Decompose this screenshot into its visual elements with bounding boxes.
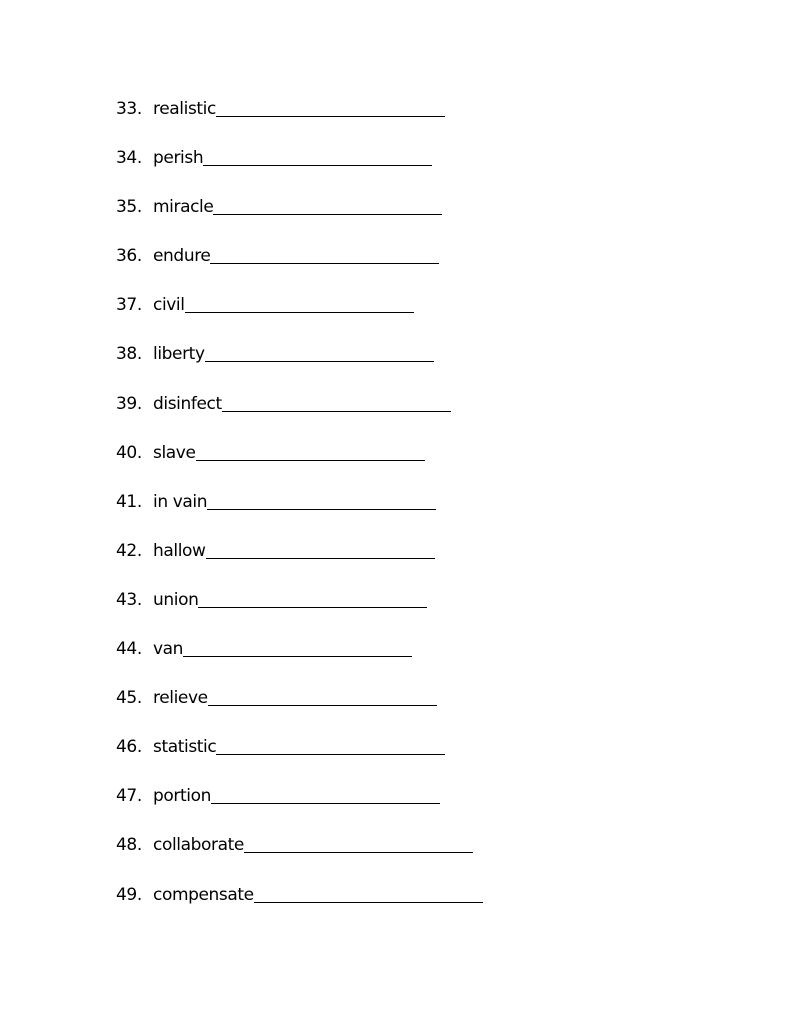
- vocabulary-word: perish: [153, 148, 204, 169]
- vocabulary-list: [116, 97, 483, 932]
- answer-blank[interactable]: [205, 342, 434, 362]
- item-number: 35.: [116, 197, 142, 218]
- list-item: [116, 342, 483, 391]
- vocabulary-word: liberty: [153, 344, 205, 365]
- list-item: [116, 784, 483, 833]
- answer-blank[interactable]: [211, 784, 440, 804]
- vocabulary-word: endure: [153, 246, 211, 267]
- answer-blank[interactable]: [213, 195, 442, 215]
- list-item: [116, 244, 483, 293]
- answer-blank[interactable]: [206, 539, 435, 559]
- answer-blank[interactable]: [210, 244, 439, 264]
- vocabulary-word: civil: [153, 295, 185, 316]
- vocabulary-word: relieve: [153, 688, 208, 709]
- vocabulary-word: collaborate: [153, 835, 244, 856]
- item-number: 37.: [116, 295, 142, 316]
- item-number: 39.: [116, 393, 142, 414]
- item-number: 33.: [116, 99, 142, 119]
- vocabulary-word: disinfect: [153, 393, 222, 414]
- answer-blank[interactable]: [254, 883, 483, 903]
- answer-blank[interactable]: [183, 637, 412, 657]
- item-number: 48.: [116, 835, 142, 856]
- list-item: [116, 146, 483, 195]
- list-item: [116, 539, 483, 588]
- item-number: 47.: [116, 786, 142, 807]
- vocabulary-word: compensate: [153, 884, 254, 905]
- vocabulary-word: van: [153, 639, 184, 660]
- item-number: 43.: [116, 589, 142, 610]
- answer-blank[interactable]: [203, 146, 432, 166]
- vocabulary-word: hallow: [153, 540, 206, 561]
- vocabulary-word: slave: [153, 442, 196, 463]
- item-number: 45.: [116, 688, 142, 709]
- item-number: 49.: [116, 884, 142, 905]
- answer-blank[interactable]: [208, 686, 437, 706]
- vocabulary-word: in vain: [153, 491, 208, 512]
- list-item: [116, 392, 483, 441]
- list-item: [116, 195, 483, 244]
- list-item: [116, 490, 483, 539]
- vocabulary-word: statistic: [153, 737, 217, 758]
- answer-blank[interactable]: [216, 735, 445, 755]
- answer-blank[interactable]: [198, 588, 427, 608]
- answer-blank[interactable]: [222, 392, 451, 412]
- item-number: 38.: [116, 344, 142, 365]
- list-item: [116, 637, 483, 686]
- answer-blank[interactable]: [216, 97, 445, 117]
- vocabulary-word: portion: [153, 786, 211, 807]
- vocabulary-word: union: [153, 589, 199, 610]
- vocabulary-word: miracle: [153, 197, 214, 218]
- item-number: 46.: [116, 737, 142, 758]
- list-item: [116, 833, 483, 882]
- list-item: [116, 686, 483, 735]
- item-number: 40.: [116, 442, 142, 463]
- answer-blank[interactable]: [244, 833, 473, 853]
- list-item: [116, 735, 483, 784]
- item-number: 36.: [116, 246, 142, 267]
- item-number: 34.: [116, 148, 142, 169]
- answer-blank[interactable]: [196, 441, 425, 461]
- answer-blank[interactable]: [185, 293, 414, 313]
- list-item: [116, 293, 483, 342]
- list-item: [116, 97, 483, 146]
- list-item: [116, 441, 483, 490]
- list-item: [116, 588, 483, 637]
- list-item: [116, 883, 483, 932]
- item-number: 41.: [116, 491, 142, 512]
- vocabulary-word: realistic: [153, 99, 216, 119]
- answer-blank[interactable]: [207, 490, 436, 510]
- item-number: 42.: [116, 540, 142, 561]
- item-number: 44.: [116, 639, 142, 660]
